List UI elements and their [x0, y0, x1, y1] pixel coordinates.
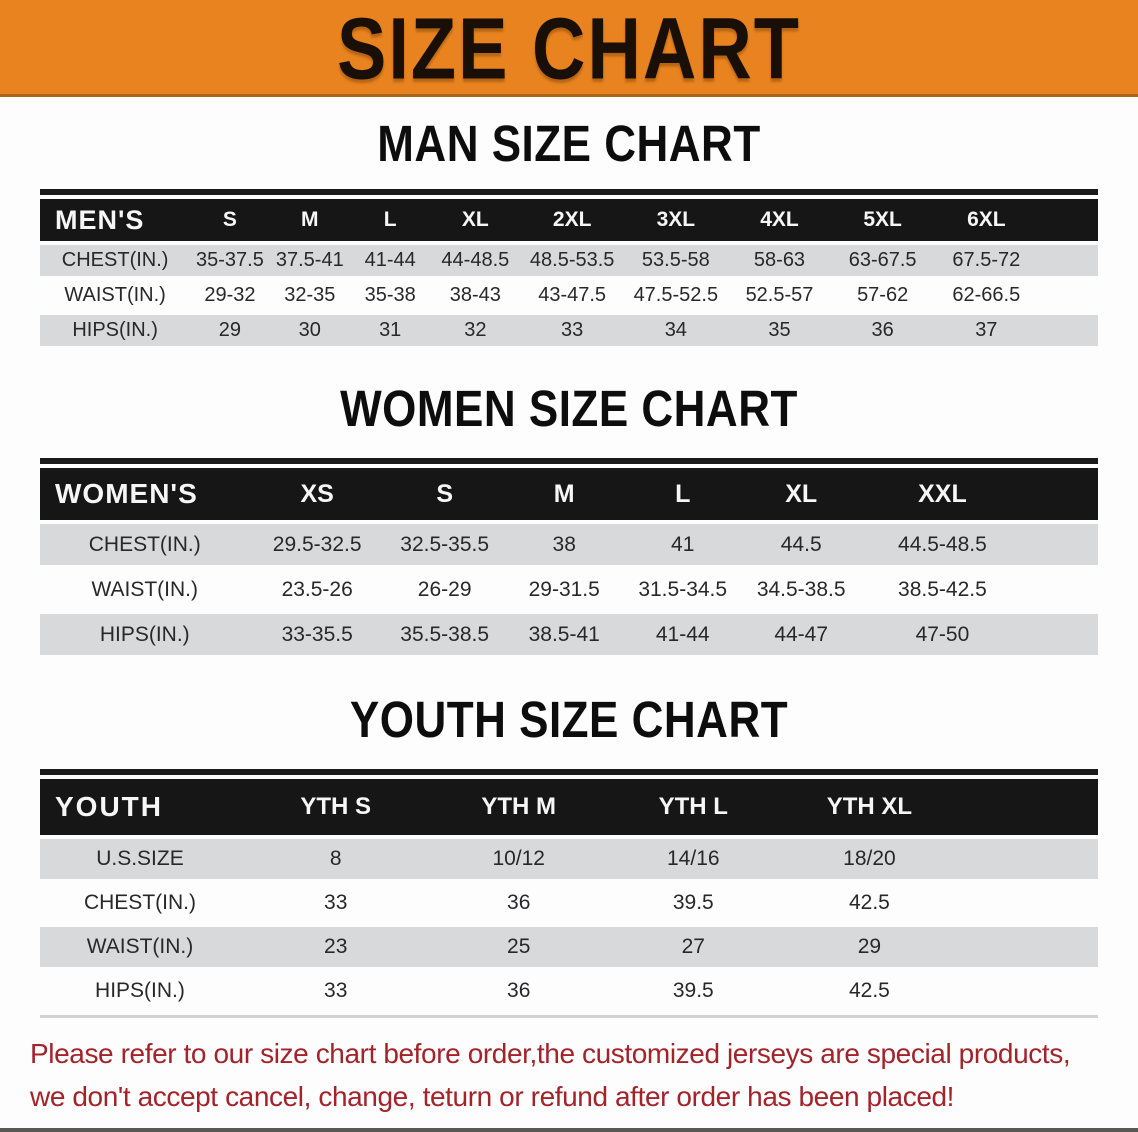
table-row — [40, 614, 1098, 655]
size-value-cell: 34 — [664, 319, 687, 341]
size-value-cell: 8 — [329, 847, 342, 870]
size-value-cell: 38-43 — [449, 284, 501, 306]
size-value-cell: 48.5-53.5 — [529, 249, 615, 271]
table-row — [40, 569, 1098, 610]
row-label-cell: CHEST(IN.) — [61, 249, 169, 271]
table-row — [40, 315, 1098, 346]
spacer-cell — [1039, 199, 1098, 241]
size-value-cell: 36 — [507, 891, 531, 914]
table-header-row — [40, 199, 1098, 241]
row-label-cell: HIPS(IN.) — [99, 622, 190, 646]
size-value-cell: 35.5-38.5 — [400, 622, 490, 646]
size-value-cell: 32.5-35.5 — [400, 532, 490, 556]
size-value-cell: 10/12 — [492, 847, 545, 870]
disclaimer — [0, 1032, 1138, 1118]
youth-section-title-text: YOUTH SIZE CHART — [349, 692, 789, 749]
table-header-row — [40, 468, 1098, 520]
size-value-cell: 67.5-72 — [952, 249, 1021, 271]
spacer-cell — [958, 779, 1098, 835]
spacer-cell — [1024, 524, 1098, 565]
row-label-cell: HIPS(IN.) — [72, 319, 158, 341]
size-column-header: XL — [461, 208, 489, 231]
table-corner-label: WOMEN'S — [55, 478, 198, 509]
size-value-cell: 44.5 — [780, 532, 822, 556]
size-value-cell: 44-47 — [774, 622, 829, 646]
mens-section-title — [0, 116, 1138, 173]
size-value-cell: 35-37.5 — [195, 249, 264, 271]
size-value-cell: 29 — [218, 319, 242, 341]
size-column-header: XS — [300, 479, 334, 508]
size-value-cell: 27 — [681, 935, 705, 958]
spacer-cell — [1039, 315, 1098, 346]
table-row — [40, 927, 1098, 967]
size-column-header: XXL — [918, 479, 967, 508]
size-value-cell: 26-29 — [417, 577, 472, 601]
table-header-row — [40, 779, 1098, 835]
size-column-header: XL — [785, 479, 818, 508]
size-value-cell: 32 — [464, 319, 487, 341]
size-value-cell: 32-35 — [284, 284, 336, 306]
size-value-cell: 31.5-34.5 — [638, 577, 728, 601]
table-row — [40, 883, 1098, 923]
size-value-cell: 41 — [671, 532, 695, 556]
size-column-header: 4XL — [760, 208, 799, 231]
row-label-cell: WAIST(IN.) — [86, 935, 194, 958]
size-value-cell: 25 — [507, 935, 531, 958]
size-value-cell: 62-66.5 — [952, 284, 1021, 306]
size-column-header: 2XL — [552, 208, 592, 231]
table-row — [40, 245, 1098, 276]
bottom-border — [0, 1128, 1138, 1132]
table-row — [40, 971, 1098, 1011]
spacer-cell — [958, 839, 1098, 879]
size-column-header: L — [383, 208, 397, 231]
size-value-cell: 42.5 — [848, 891, 890, 914]
size-value-cell: 52.5-57 — [745, 284, 814, 306]
womens-size-table — [40, 458, 1098, 659]
row-label-cell: WAIST(IN.) — [64, 284, 166, 306]
size-value-cell: 41-44 — [655, 622, 710, 646]
spacer-cell — [1039, 280, 1098, 311]
size-value-cell: 58-63 — [753, 249, 806, 271]
spacer-cell — [1024, 468, 1098, 520]
size-value-cell: 29.5-32.5 — [272, 532, 362, 556]
mens-section-title-text: MAN SIZE CHART — [377, 116, 761, 173]
size-value-cell: 33-35.5 — [281, 622, 353, 646]
banner — [0, 0, 1138, 97]
size-column-header: S — [222, 208, 237, 231]
womens-section-title-text: WOMEN SIZE CHART — [340, 381, 798, 438]
size-value-cell: 53.5-58 — [641, 249, 710, 271]
size-column-header: YTH S — [300, 793, 372, 820]
spacer-cell — [1024, 569, 1098, 610]
size-column-header: 3XL — [656, 208, 696, 231]
youth-size-table — [40, 769, 1098, 1018]
size-column-header: 5XL — [863, 208, 902, 231]
size-value-cell: 31 — [379, 319, 402, 341]
page-title: SIZE CHART — [337, 0, 801, 98]
size-value-cell: 37 — [975, 319, 998, 341]
size-value-cell: 33 — [561, 319, 584, 341]
size-value-cell: 18/20 — [843, 847, 896, 870]
table-corner-label: MEN'S — [55, 204, 145, 235]
size-value-cell: 38.5-41 — [528, 622, 600, 646]
size-column-header: M — [553, 479, 575, 508]
row-label-cell: U.S.SIZE — [96, 847, 184, 870]
size-value-cell: 43-47.5 — [538, 284, 607, 306]
size-value-cell: 44-48.5 — [441, 249, 510, 271]
size-value-cell: 36 — [507, 979, 531, 1002]
size-value-cell: 33 — [324, 891, 348, 914]
table-corner-label: YOUTH — [55, 791, 163, 822]
spacer-cell — [1039, 245, 1098, 276]
size-value-cell: 35 — [768, 319, 791, 341]
size-column-header: YTH M — [481, 793, 557, 820]
size-value-cell: 33 — [324, 979, 348, 1002]
size-value-cell: 23.5-26 — [281, 577, 353, 601]
size-value-cell: 42.5 — [848, 979, 890, 1002]
spacer-cell — [958, 883, 1098, 923]
spacer-cell — [1024, 614, 1098, 655]
size-value-cell: 23 — [324, 935, 348, 958]
size-value-cell: 36 — [871, 319, 894, 341]
size-column-header: L — [675, 479, 691, 508]
size-value-cell: 29-31.5 — [528, 577, 600, 601]
table-row — [40, 524, 1098, 565]
size-column-header: YTH L — [658, 793, 728, 820]
youth-section-title — [0, 692, 1138, 749]
size-value-cell: 57-62 — [857, 284, 909, 306]
size-value-cell: 44.5-48.5 — [898, 532, 987, 556]
size-value-cell: 38.5-42.5 — [898, 577, 987, 601]
size-value-cell: 39.5 — [672, 891, 714, 914]
size-column-header: S — [436, 479, 453, 508]
spacer-cell — [958, 971, 1098, 1011]
disclaimer-line-1: Please refer to our size chart before order,the customized jerseys are special products, — [30, 1038, 1071, 1069]
size-value-cell: 63-67.5 — [848, 249, 917, 271]
row-label-cell: WAIST(IN.) — [91, 577, 198, 601]
size-column-header: 6XL — [967, 208, 1006, 231]
mens-size-table — [40, 189, 1098, 350]
size-value-cell: 38 — [552, 532, 576, 556]
row-label-cell: CHEST(IN.) — [83, 891, 196, 914]
size-value-cell: 47-50 — [915, 622, 970, 646]
size-value-cell: 14/16 — [667, 847, 720, 870]
womens-section-title — [0, 381, 1138, 438]
table-row — [40, 839, 1098, 879]
size-value-cell: 29 — [857, 935, 882, 958]
size-value-cell: 37.5-41 — [275, 249, 344, 271]
size-value-cell: 35-38 — [364, 284, 416, 306]
size-value-cell: 30 — [298, 319, 321, 341]
size-value-cell: 41-44 — [364, 249, 416, 271]
size-value-cell: 47.5-52.5 — [633, 284, 719, 306]
size-value-cell: 39.5 — [672, 979, 714, 1002]
size-value-cell: 29-32 — [204, 284, 256, 306]
disclaimer-line-2: we don't accept cancel, change, teturn or refund after order has been placed! — [30, 1081, 955, 1112]
table-row — [40, 280, 1098, 311]
spacer-cell — [958, 927, 1098, 967]
size-value-cell: 34.5-38.5 — [756, 577, 846, 601]
size-column-header: M — [301, 208, 319, 231]
size-column-header: YTH XL — [826, 793, 913, 820]
row-label-cell: CHEST(IN.) — [88, 532, 201, 556]
row-label-cell: HIPS(IN.) — [95, 979, 185, 1002]
